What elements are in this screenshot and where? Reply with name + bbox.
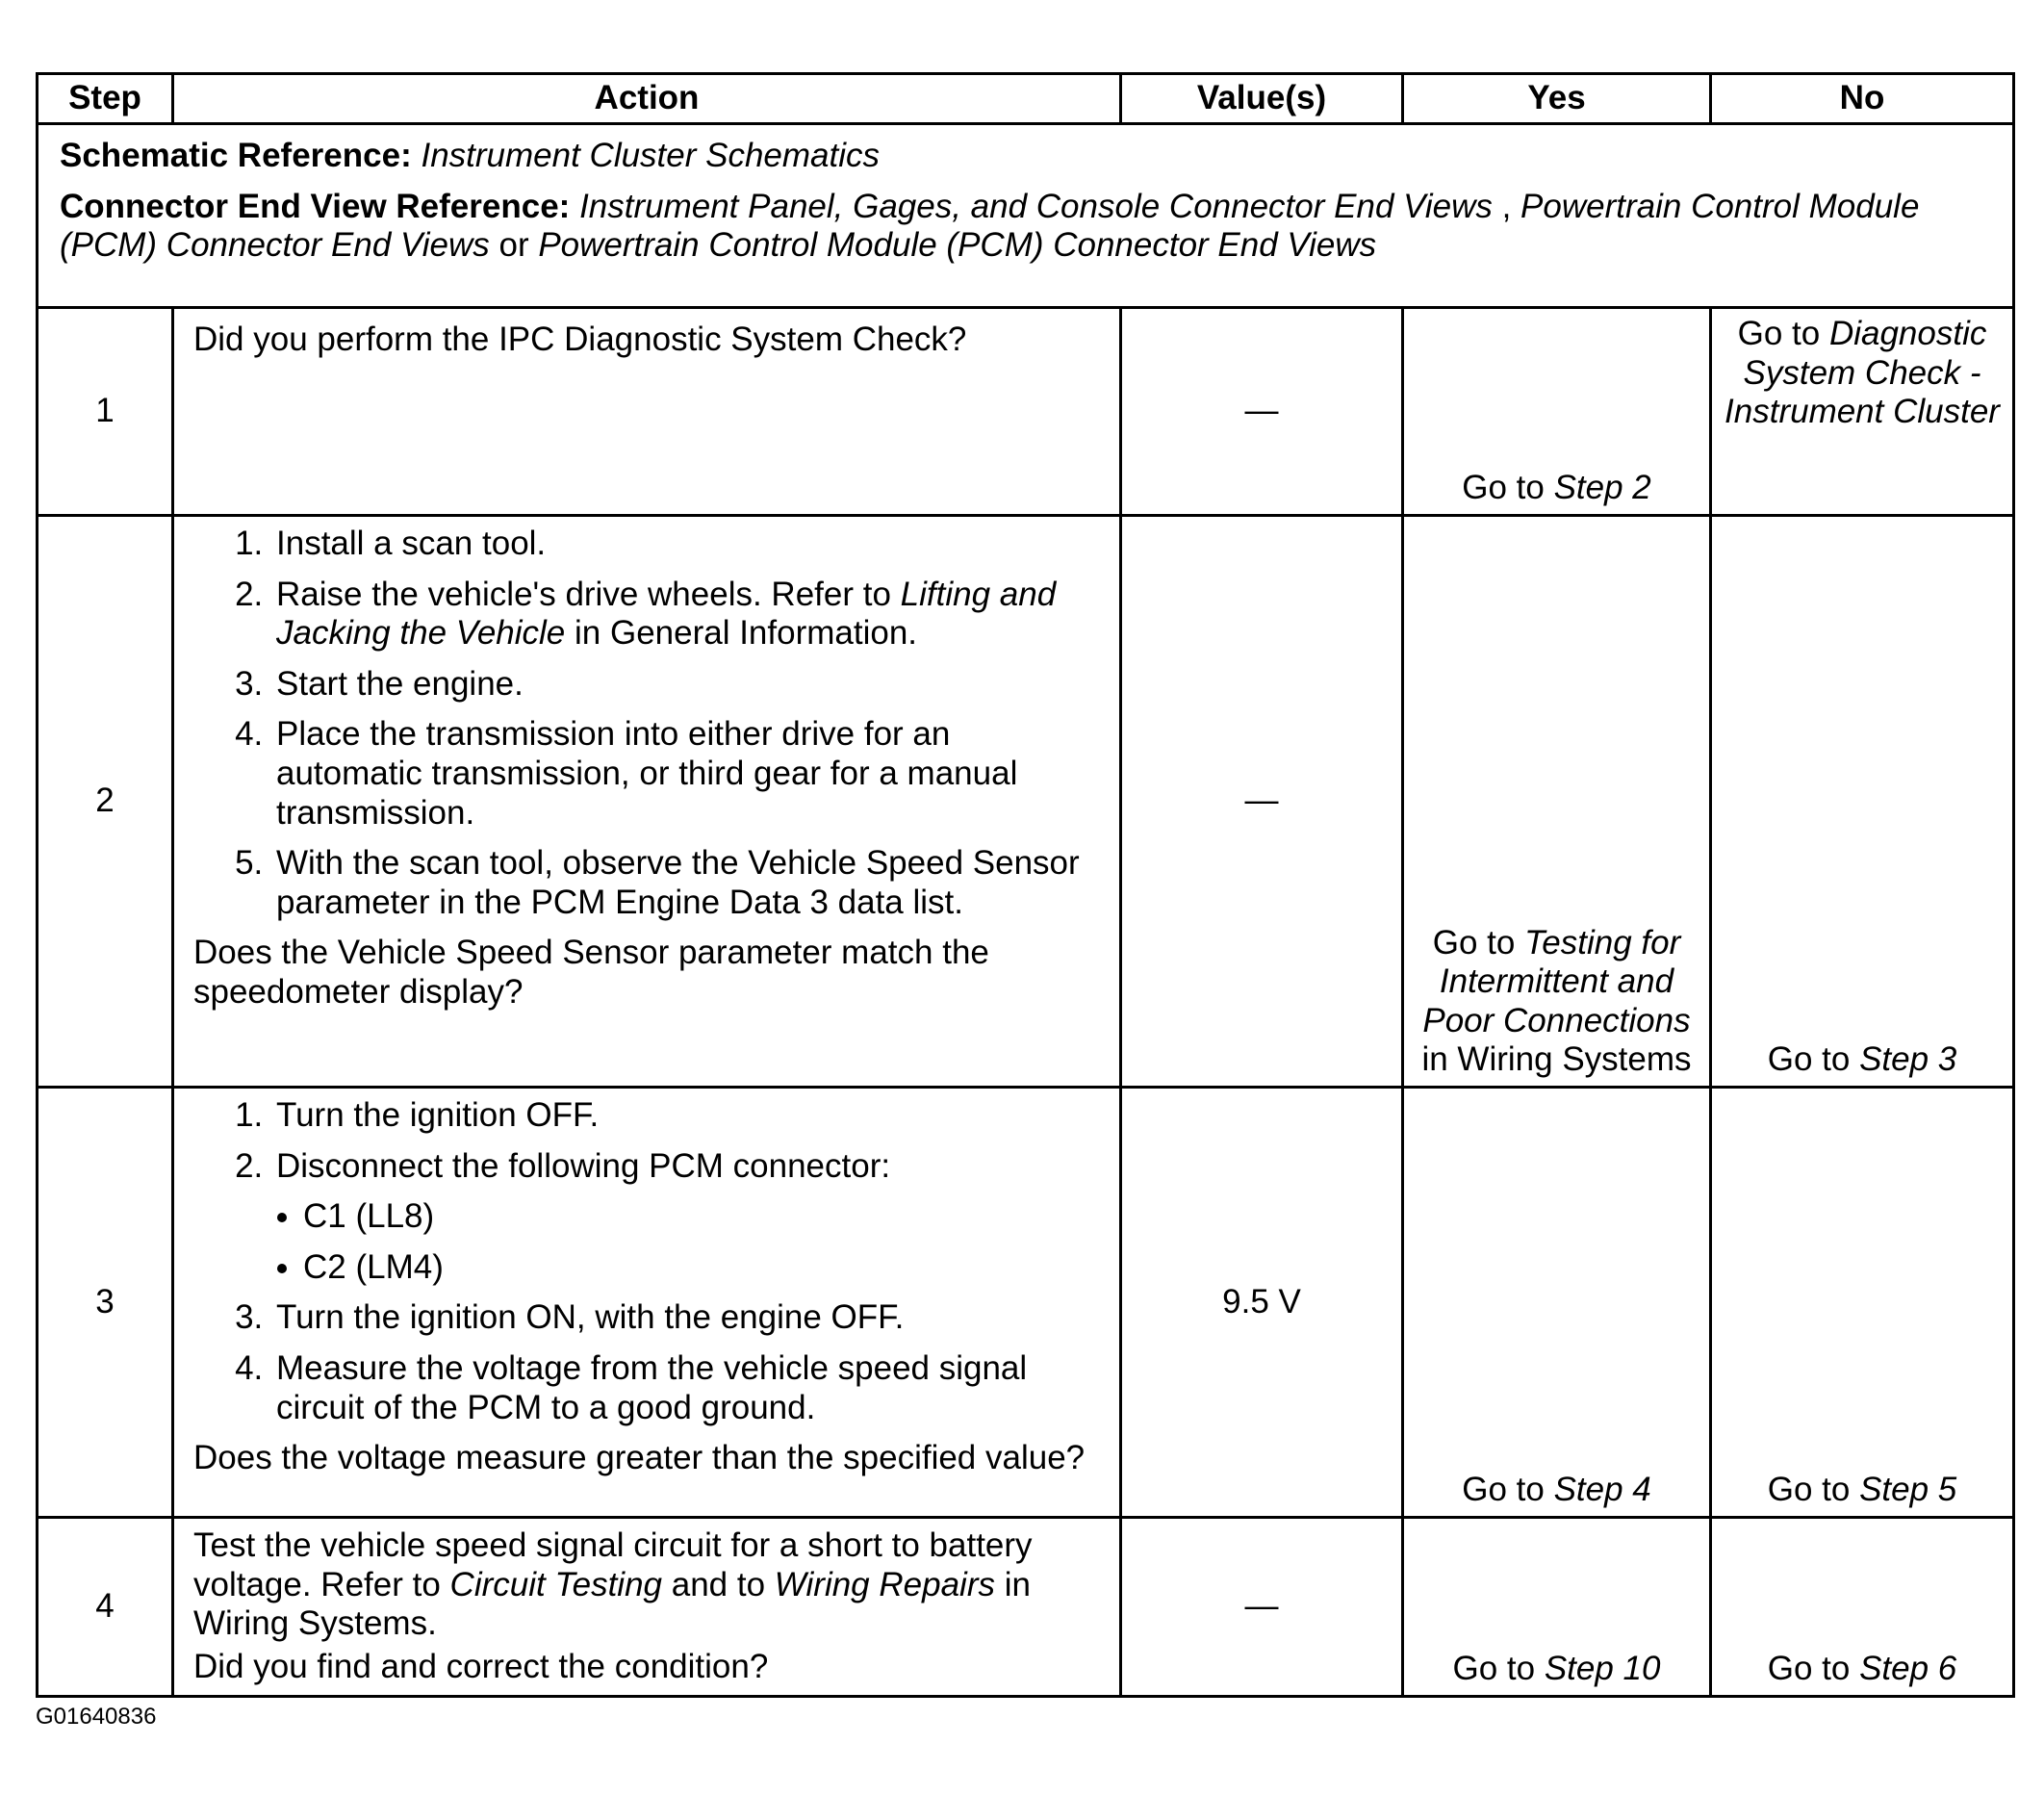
list-item (272, 1147, 1100, 1288)
list-item-text: in General Information. (565, 614, 918, 653)
no-step-link[interactable]: Diagnostic System Check - Instrument Cluster (1725, 315, 2000, 431)
diagnostic-table (36, 72, 2015, 1698)
header-yes: Yes (1403, 74, 1711, 124)
connector-separator-1: , (1492, 187, 1521, 225)
value-cell: — (1121, 1518, 1403, 1697)
header-action: Action (173, 74, 1121, 124)
table-header-row (38, 74, 2014, 124)
step-number: 3 (38, 1088, 173, 1518)
no-cell (1711, 516, 2014, 1088)
connector-label: Connector End View Reference: (60, 187, 571, 225)
schematic-link[interactable]: Instrument Cluster Schematics (421, 137, 881, 174)
action-cell (173, 516, 1121, 1088)
yes-cell (1403, 1518, 1711, 1697)
list-item: 3. Start the engine. (272, 665, 1100, 705)
header-values: Value(s) (1121, 74, 1403, 124)
yes-step-link[interactable]: Step 10 (1544, 1650, 1661, 1688)
table-row (38, 1088, 2014, 1518)
no-prefix: Go to (1767, 1471, 1860, 1509)
no-cell (1711, 1518, 2014, 1697)
table-row (38, 516, 2014, 1088)
list-item (272, 576, 1100, 654)
connector-link-2[interactable]: Powertrain Control Module (PCM) Connector End Views (60, 187, 1920, 265)
value-cell: — (1121, 516, 1403, 1088)
instruction-text: and to (662, 1565, 775, 1603)
connector-link-1[interactable]: Instrument Panel, Gages, and Console Connector End Views (579, 187, 1493, 225)
connector-link-3[interactable]: Powertrain Control Module (PCM) Connector End Views (538, 226, 1377, 265)
header-step: Step (38, 74, 173, 124)
yes-prefix: Go to (1462, 469, 1554, 507)
yes-suffix: in Wiring Systems (1421, 1040, 1692, 1079)
no-step-link[interactable]: Step 6 (1859, 1650, 1957, 1688)
step-number: 2 (38, 516, 173, 1088)
schematic-label: Schematic Reference: (60, 137, 412, 174)
yes-step-link[interactable]: Step 4 (1553, 1471, 1651, 1509)
wiring-repairs-link[interactable]: Wiring Repairs (774, 1565, 995, 1603)
connector-reference (60, 188, 1991, 266)
bullet-item: • C1 (LL8) (303, 1197, 1100, 1237)
yes-step-link[interactable]: Testing for Intermittent and Poor Connections (1422, 923, 1691, 1039)
yes-step-link[interactable]: Step 2 (1553, 469, 1651, 507)
reference-row (38, 124, 2014, 308)
no-prefix: Go to (1767, 1040, 1860, 1079)
list-item: 3. Turn the ignition ON, with the engine OFF. (272, 1298, 1100, 1338)
value-cell: 9.5 V (1121, 1088, 1403, 1518)
list-item-text: Raise the vehicle's drive wheels. Refer to (276, 575, 901, 613)
connector-bullets (276, 1197, 1100, 1287)
action-cell (173, 1088, 1121, 1518)
yes-prefix: Go to (1462, 1471, 1554, 1509)
action-cell (173, 308, 1121, 516)
instruction-text: in Wiring Systems. (193, 1565, 1031, 1643)
circuit-testing-link[interactable]: Circuit Testing (449, 1565, 663, 1603)
yes-cell (1403, 516, 1711, 1088)
table-row (38, 308, 2014, 516)
yes-cell (1403, 1088, 1711, 1518)
table-row (38, 1518, 2014, 1697)
yes-cell (1403, 308, 1711, 516)
reference-cell (38, 124, 2014, 308)
action-steps-list (193, 1096, 1100, 1427)
figure-id: G01640836 (36, 1704, 157, 1730)
schematic-reference (60, 137, 1991, 176)
list-item: 4. Place the transmission into either drive for an automatic transmission, or third gear for a manual transmission. (272, 715, 1100, 833)
connector-separator-2: or (489, 226, 539, 265)
no-prefix: Go to (1767, 1650, 1860, 1688)
list-item: 1. Install a scan tool. (272, 525, 1100, 564)
list-item: 5. With the scan tool, observe the Vehicle Speed Sensor parameter in the PCM Engine Data 3 data list. (272, 844, 1100, 922)
step-question: Does the Vehicle Speed Sensor parameter match the speedometer display? (193, 934, 989, 1011)
yes-prefix: Go to (1432, 923, 1525, 962)
bullet-item: • C2 (LM4) (303, 1248, 1100, 1288)
list-item-text: Disconnect the following PCM connector: (276, 1146, 891, 1185)
list-item: 1. Turn the ignition OFF. (272, 1096, 1100, 1136)
no-prefix: Go to (1737, 315, 1829, 352)
instruction-text: Test the vehicle speed signal circuit for a short to battery voltage. Refer to (193, 1526, 1033, 1603)
list-item: 4. Measure the voltage from the vehicle speed signal circuit of the PCM to a good ground. (272, 1349, 1100, 1427)
yes-prefix: Go to (1452, 1650, 1545, 1688)
no-cell (1711, 1088, 2014, 1518)
step-number: 1 (38, 308, 173, 516)
step-instruction (193, 1526, 1100, 1644)
no-step-link[interactable]: Step 3 (1859, 1040, 1957, 1079)
lifting-jacking-link[interactable]: Lifting and Jacking the Vehicle (276, 575, 1057, 653)
step-question: Did you find and correct the condition? (193, 1647, 769, 1685)
action-steps-list (193, 525, 1100, 922)
no-step-link[interactable]: Step 5 (1859, 1471, 1957, 1509)
step-question: Does the voltage measure greater than the specified value? (193, 1439, 1086, 1477)
step-question: Did you perform the IPC Diagnostic System Check? (193, 321, 967, 358)
header-no: No (1711, 74, 2014, 124)
value-cell: — (1121, 308, 1403, 516)
no-cell (1711, 308, 2014, 516)
action-cell (173, 1518, 1121, 1697)
step-number: 4 (38, 1518, 173, 1697)
